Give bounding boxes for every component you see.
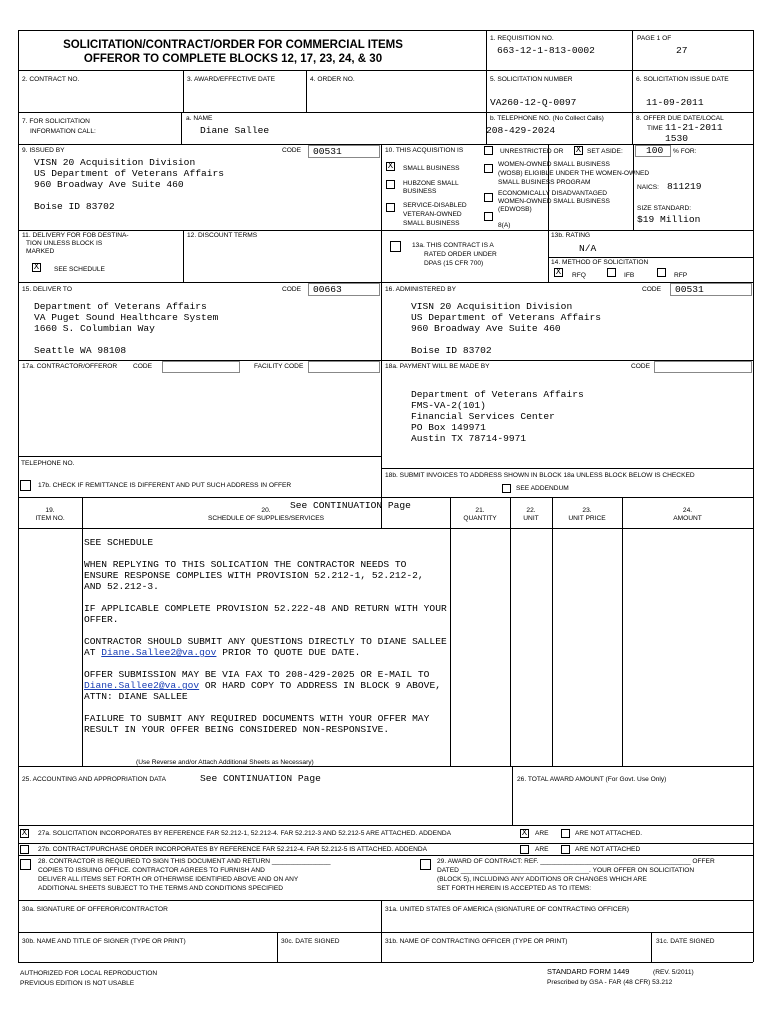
email-link[interactable]: Diane.Sallee2@va.gov [84,680,200,691]
col-item-no-label: ITEM NO. [35,515,65,522]
footer-prescribed: Prescribed by GSA - FAR (48 CFR) 53.212 [547,979,673,986]
offer-due-label: 8. OFFER DUE DATE/LOCAL [636,115,724,122]
col-item-no-number: 19. [45,507,55,514]
email-link[interactable]: Diane.Sallee2@va.gov [101,647,217,658]
administered-by-code[interactable]: 00531 [675,284,704,295]
contracting-officer-signature-label: 31a. UNITED STATES OF AMERICA (SIGNATURE OF CONTRACTING OFFICER) [385,906,629,913]
offer-due-time-label: TIME [647,125,663,132]
col-unit-number: 22. [526,507,536,514]
address-line: PO Box 149971 [411,422,486,433]
check-mark: X [387,161,394,171]
eight-a-label: 8(A) [498,222,511,229]
acquisition-label: 10. THIS ACQUISITION IS [385,147,464,154]
addenda-not-attached-label-b: ARE NOT ATTACHED [575,846,641,853]
issued-by-label: 9. ISSUED BY [22,147,65,154]
address-line: VA Puget Sound Healthcare System [34,312,219,323]
contractor-sign-line-1: 28. CONTRACTOR IS REQUIRED TO SIGN THIS DOCUMENT AND RETURN ________________ [38,858,331,865]
solicitation-number[interactable]: VA260-12-Q-0097 [490,97,577,108]
address-line: US Department of Veterans Affairs [34,168,224,179]
unrestricted-checkbox[interactable] [484,146,493,155]
wosb-label-3: SMALL BUSINESS PROGRAM [498,179,591,186]
solicitation-number-label: 5. SOLICITATION NUMBER [490,76,573,83]
page-total[interactable]: 27 [676,45,688,56]
contractor-code-box[interactable] [162,361,240,373]
rfp-checkbox[interactable] [657,268,666,277]
award-line-1: 29. AWARD OF CONTRACT: REF. _________________________________________ OFFER [437,858,715,865]
rating-label: 13b. RATING [551,232,591,239]
payment-code-box[interactable] [654,361,752,373]
address-line: Seattle WA 98108 [34,345,127,356]
check-mark: X [33,262,40,272]
contact-name-label: a. NAME [186,115,213,122]
col-quantity-number: 21. [475,507,485,514]
deliver-to-code[interactable]: 00663 [313,284,342,295]
contractor-label: 17a. CONTRACTOR/OFFEROR [22,363,118,370]
address-line: 960 Broadway Ave Suite 460 [34,179,184,190]
check-mark: X [575,145,582,155]
schedule-line: IF APPLICABLE COMPLETE PROVISION 52.222-48 AND RETURN WITH YOUR [84,603,447,614]
solicitation-info-label-1: 7. FOR SOLICITATION [22,118,90,125]
hubzone-label-2: BUSINESS [403,188,437,195]
text: OR HARD COPY TO ADDRESS IN BLOCK 9 ABOVE, [199,680,441,691]
addenda-are-label-b: ARE [535,846,549,853]
requisition-number[interactable]: 663-12-1-813-0002 [497,45,595,56]
small-business-checkbox[interactable] [386,162,395,171]
wosb-label-1: WOMEN-OWNED SMALL BUSINESS [498,161,610,168]
address-line: Financial Services Center [411,411,555,422]
rfq-checkbox[interactable] [554,268,563,277]
solicitation-incorporates-label: 27a. SOLICITATION INCORPORATES BY REFERENCE FAR 52.212-1, 52.212-4. FAR 52.212-3 AND 52.212-5 ARE ATTACHED. ADDENDA [38,830,451,837]
size-standard[interactable]: $19 Million [637,214,701,225]
address-line: VISN 20 Acquisition Division [34,157,196,168]
see-schedule-checkbox[interactable] [32,263,41,272]
deliver-to-label: 15. DELIVER TO [22,286,72,293]
check-mark: X [555,267,562,277]
hubzone-checkbox[interactable] [386,180,395,189]
page-label: PAGE 1 OF [637,35,672,42]
wosb-label-2: (WOSB) ELIGIBLE UNDER THE WOMEN-OWNED [498,170,650,177]
administered-by-label: 16. ADMINISTERED BY [385,286,457,293]
addenda-are-label-a: ARE [535,830,549,837]
schedule-line: OFFER SUBMISSION MAY BE VIA FAX TO 208-429-2025 OR E-MAIL TO [84,669,430,680]
col-quantity [450,507,510,523]
edwosb-label-1: ECONOMICALLY DISADVANTAGED [498,190,608,197]
address-line: FMS-VA-2(101) [411,400,486,411]
offeror-signature-label: 30a. SIGNATURE OF OFFEROR/CONTRACTOR [22,906,168,913]
schedule-line: SEE SCHEDULE [84,537,154,548]
contractor-sign-line-3: DELIVER ALL ITEMS SET FORTH OR OTHERWISE IDENTIFIED ABOVE AND ON ANY [38,876,299,883]
schedule-continuation-note[interactable]: See CONTINUATION Page [290,500,411,511]
text: PRIOR TO QUOTE DUE DATE. [216,647,361,658]
signer-name-label: 30b. NAME AND TITLE OF SIGNER (TYPE OR PRINT) [22,938,186,945]
officer-date-signed-label: 31c. DATE SIGNED [656,938,715,945]
address-line: VISN 20 Acquisition Division [411,301,573,312]
remittance-label: 17b. CHECK IF REMITTANCE IS DIFFERENT AND PUT SUCH ADDRESS IN OFFER [38,482,292,489]
rfq-label: RFQ [572,272,586,279]
contractor-sign-checkbox[interactable] [20,859,31,870]
col-item-no [18,507,82,523]
payment-code-label: CODE [631,363,651,370]
address-line: Department of Veterans Affairs [411,389,584,400]
addenda-not-attached-checkbox-a[interactable] [561,829,570,838]
col-unit-price-label: UNIT PRICE [568,515,606,522]
schedule-line: AND 52.212-3. [84,581,159,592]
eight-a-checkbox[interactable] [484,212,493,221]
size-standard-label: SIZE STANDARD: [637,205,692,212]
accounting-value[interactable]: See CONTINUATION Page [200,773,321,784]
sdvosb-checkbox[interactable] [386,203,395,212]
award-line-2: DATED ___________________________________. YOUR OFFER ON SOLICITATION [437,867,695,874]
contractor-phone-label: TELEPHONE NO. [21,460,75,467]
addenda-are-checkbox-b[interactable] [520,845,529,854]
title-line-1: SOLICITATION/CONTRACT/ORDER FOR COMMERCIAL ITEMS [63,39,403,51]
col-amount [622,507,753,523]
schedule-line: RESULT IN YOUR OFFER BEING CONSIDERED NON-RESPONSIVE. [84,724,390,735]
fob-label-2: TION UNLESS BLOCK IS [26,240,103,247]
sdvosb-label-2: VETERAN-OWNED [403,211,462,218]
footer-form-name: STANDARD FORM 1449 [547,967,630,976]
col-amount-label: AMOUNT [673,515,702,522]
offer-due-time[interactable]: 1530 [665,133,689,144]
footer-revision: (REV. 5/2011) [653,969,694,976]
submit-invoices-label: 18b. SUBMIT INVOICES TO ADDRESS SHOWN IN BLOCK 18a UNLESS BLOCK BELOW IS CHECKED [385,472,695,479]
solicitation-info-label-2: INFORMATION CALL: [30,128,96,135]
contract-incorporates-checkbox[interactable] [20,845,29,854]
title-line-2: OFFEROR TO COMPLETE BLOCKS 12, 17, 23, 24, & 30 [83,53,383,65]
address-line: Boise ID 83702 [34,201,115,212]
col-quantity-label: QUANTITY [463,515,497,522]
footer-previous-edition: PREVIOUS EDITION IS NOT USABLE [20,980,135,987]
schedule-line: FAILURE TO SUBMIT ANY REQUIRED DOCUMENTS WITH YOUR OFFER MAY [84,713,430,724]
check-mark: X [21,828,28,838]
naics-label: NAICS: [637,184,659,191]
payment-label: 18a. PAYMENT WILL BE MADE BY [385,363,490,370]
addendum-label: SEE ADDENDUM [516,485,569,492]
offer-due-date[interactable]: 11-21-2011 [665,122,723,133]
administered-by-code-label: CODE [642,286,662,293]
form-title [18,38,448,66]
set-aside-label: SET ASIDE: [587,148,623,155]
address-line: Austin TX 78714-9971 [411,433,527,444]
contract-no-label: 2. CONTRACT NO. [22,76,80,83]
small-business-label: SMALL BUSINESS [403,165,460,172]
sdvosb-label-1: SERVICE-DISABLED [403,202,467,209]
facility-code-box[interactable] [308,361,380,373]
contractor-code-label: CODE [133,363,153,370]
solicitation-method-label: 14. METHOD OF SOLICITATION [551,259,649,266]
contract-incorporates-label: 27b. CONTRACT/PURCHASE ORDER INCORPORATES BY REFERENCE FAR 52.212-4. FAR 52.212-5 IS ATTACHED. ADDENDA [38,846,428,853]
schedule-line: WHEN REPLYING TO THIS SOLICATION THE CONTRACTOR NEEDS TO [84,559,407,570]
col-unit-price-number: 23. [582,507,592,514]
col-amount-number: 24. [682,507,693,514]
schedule-line [84,680,441,691]
rated-order-label-3: DPAS (15 CFR 700) [424,260,484,267]
offeror-date-signed-label: 30c. DATE SIGNED [281,938,340,945]
ifb-label: IFB [624,272,635,279]
edwosb-label-2: WOMEN-OWNED SMALL BUSINESS [498,198,610,205]
additional-sheets-note: (Use Reverse and/or Attach Additional Sheets as Necessary) [136,759,314,766]
issue-date-label: 6. SOLICITATION ISSUE DATE [636,76,729,83]
schedule-line: ENSURE RESPONSE COMPLIES WITH PROVISION 52.212-1, 52.212-2, [84,570,424,581]
set-aside-checkbox[interactable] [574,146,583,155]
issued-by-code[interactable]: 00531 [313,146,342,157]
facility-code-label: FACILITY CODE [254,363,304,370]
requisition-label: 1. REQUISITION NO. [490,35,554,42]
deliver-to-code-label: CODE [282,286,302,293]
addendum-checkbox[interactable] [502,484,511,493]
address-line: US Department of Veterans Affairs [411,312,601,323]
col-unit [510,507,552,523]
address-line: Department of Veterans Affairs [34,301,207,312]
address-line: 1660 S. Columbian Way [34,323,155,334]
schedule-line: OFFER. [84,614,119,625]
sdvosb-label-3: SMALL BUSINESS [403,220,460,227]
award-line-4: SET FORTH HEREIN IS ACCEPTED AS TO ITEMS: [437,885,592,892]
address-line: Boise ID 83702 [411,345,492,356]
total-award-label: 26. TOTAL AWARD AMOUNT (For Govt. Use Only) [517,776,667,783]
unrestricted-label: UNRESTRICTED OR [500,148,564,155]
award-date-label: 3. AWARD/EFFECTIVE DATE [187,76,276,83]
check-mark: X [521,828,528,838]
solicitation-incorporates-checkbox[interactable] [20,829,29,838]
set-aside-percent[interactable]: 100 [646,145,664,156]
col-schedule-number: 20. [261,507,271,514]
edwosb-label-3: (EDWOSB) [498,206,532,213]
rated-order-label-1: 13a. THIS CONTRACT IS A [412,242,494,249]
rated-order-label-2: RATED ORDER UNDER [424,251,497,258]
issued-by-code-label: CODE [282,147,302,154]
col-unit-price [552,507,622,523]
accounting-label: 25. ACCOUNTING AND APPROPRIATION DATA [22,776,166,783]
addenda-not-attached-label-a: ARE NOT ATTACHED. [575,830,643,837]
schedule-line [84,647,360,658]
issue-date[interactable]: 11-09-2011 [646,97,704,108]
see-schedule-label: SEE SCHEDULE [54,266,105,273]
addenda-not-attached-checkbox-b[interactable] [561,845,570,854]
fob-label-3: MARKED [26,248,55,255]
discount-terms-label: 12. DISCOUNT TERMS [187,232,258,239]
award-line-3: (BLOCK 5), INCLUDING ANY ADDITIONS OR CHANGES WHICH ARE [437,876,647,883]
remittance-checkbox[interactable] [20,480,31,491]
contractor-sign-line-4: ADDITIONAL SHEETS SUBJECT TO THE TERMS AND CONDITIONS SPECIFIED [38,885,283,892]
contact-name[interactable]: Diane Sallee [200,125,270,136]
footer-reproduction: AUTHORIZED FOR LOCAL REPRODUCTION [20,970,158,977]
contractor-sign-line-2: COPIES TO ISSUING OFFICE. CONTRACTOR AGREES TO FURNISH AND [38,867,265,874]
rating-value[interactable]: N/A [579,243,597,254]
telephone-label: b. TELEPHONE NO. (No Collect Calls) [490,115,604,122]
col-unit-label: UNIT [523,515,539,522]
ifb-checkbox[interactable] [607,268,616,277]
percent-for-label: % FOR: [673,148,697,155]
fob-label-1: 11. DELIVERY FOR FOB DESTINA- [22,232,129,239]
col-schedule-label: SCHEDULE OF SUPPLIES/SERVICES [207,515,325,522]
schedule-line: ATTN: DIANE SALLEE [84,691,188,702]
contracting-officer-name-label: 31b. NAME OF CONTRACTING OFFICER (TYPE OR PRINT) [385,938,568,945]
award-checkbox[interactable] [420,859,431,870]
rated-order-checkbox[interactable] [390,241,401,252]
naics-code[interactable]: 811219 [667,181,702,192]
address-line: 960 Broadway Ave Suite 460 [411,323,561,334]
edwosb-checkbox[interactable] [484,193,493,202]
telephone-number[interactable]: 208-429-2024 [486,125,556,136]
hubzone-label-1: HUBZONE SMALL [403,180,459,187]
order-no-label: 4. ORDER NO. [310,76,355,83]
addenda-are-checkbox-a[interactable] [520,829,529,838]
rfp-label: RFP [674,272,688,279]
wosb-checkbox[interactable] [484,164,493,173]
text: AT [84,647,102,658]
schedule-line: CONTRACTOR SHOULD SUBMIT ANY QUESTIONS DIRECTLY TO DIANE SALLEE [84,636,447,647]
